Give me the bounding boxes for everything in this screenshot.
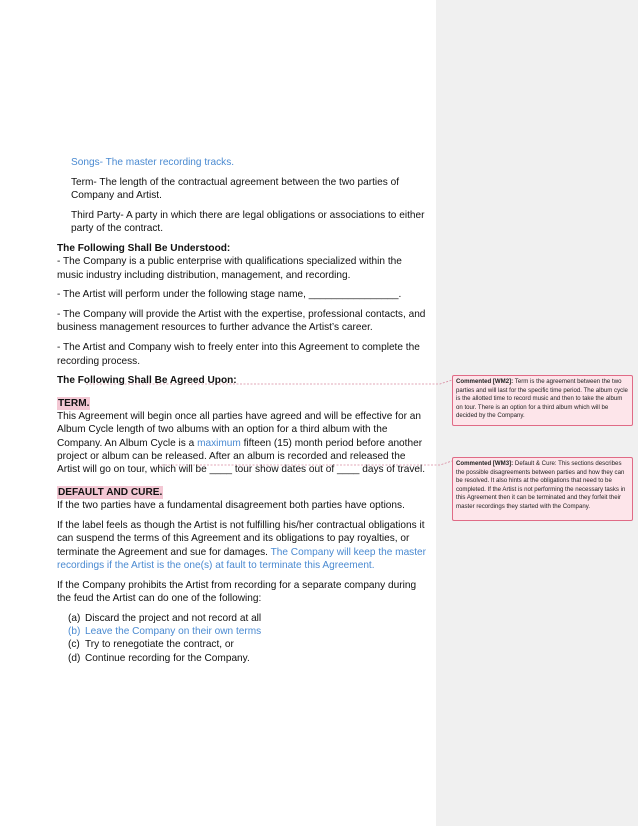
list-item-text: Leave the Company on their own terms [85,626,262,638]
default-text-a: If the label feels as though the Artist is not fulfilling his/her contractual obligations it can suspend the terms of this Agreement and its obligations to pay royalties, or terminate the Agreement and sue for damages. [57,520,425,558]
default-cure-heading: DEFAULT AND CURE. [58,486,163,498]
list-item-text: Try to renegotiate the contract, or [85,639,234,651]
options-list [57,612,429,665]
term-heading: TERM. [58,397,90,409]
agreed-heading: The Following Shall Be Agreed Upon: [57,375,237,387]
definition-term: Term- The length of the contractual agreement between the two parties of Company and Artist. [71,176,400,202]
comment-text: Term is the agreement between the two parties and will last for the specific time period. The album cycle is the allotted time to record music and then to take the album on tour. There is an option for a third album which will be decided by the Company. [456,378,628,420]
term-text-highlight: maximum [197,437,241,449]
comment-text: Default & Cure: This sections describes the possible disagreements between parties and how they can be resolved. It also hints at the obligations that need to be completed. If the Artist is not performing the necessary tasks in this Agreement then it can be terminated and they forfeit their master recordings they started with the Company. [456,460,626,510]
document-body[interactable] [57,156,429,665]
understood-paragraph-3: - The Company will provide the Artist with the expertise, professional contacts, and business management resources to further advance the Artist’s career. [57,309,426,334]
list-item [57,638,429,651]
term-paragraph [57,410,429,476]
understood-paragraph-1: - The Company is a public enterprise with qualifications specialized within the music industry including distribution, management, and recording. [57,256,402,281]
default-paragraph-3: If the Company prohibits the Artist from recording for a separate company during the feud the Artist can do one of the following: [57,579,417,605]
list-marker: (c) [68,639,80,651]
term-text-a: This Agreement will begin once all parties have agreed and will be effective for an Album Cycle length of two albums with an option for a third album with the Company. An Album Cycle is a [57,410,421,449]
default-paragraph-1: If the two parties have a fundamental disagreement both parties have options. [57,500,405,512]
comment-default-cure[interactable] [452,457,633,521]
understood-heading: The Following Shall Be Understood: [57,242,231,254]
list-item-text: Continue recording for the Company. [85,652,250,664]
list-marker: (b) [68,626,81,638]
comment-label: Commented [WM2]: [456,378,514,385]
comment-term[interactable] [452,375,633,426]
comment-label: Commented [WM3]: [456,460,514,467]
list-marker: (d) [68,652,81,664]
understood-paragraph-4: - The Artist and Company wish to freely enter into this Agreement to complete the recording process. [57,342,420,367]
default-paragraph-2 [57,519,429,572]
definition-third-party: Third Party- A party in which there are legal obligations or associations to either party of the contract. [71,209,425,235]
list-marker: (a) [68,612,81,624]
term-text-b: fifteen (15) month period before another project or album can be released. After an album is recorded and released the Artist will go on tour, which will be ____ tour show dates out of ____ days of travel. [57,437,426,476]
default-text-b: The Company will keep the master recordings if the Artist is the one(s) at fault to terminate this Agreement. [57,546,427,571]
list-item [57,612,429,625]
definition-songs: Songs- The master recording tracks. [71,157,235,168]
list-item [57,625,429,638]
list-item [57,652,429,665]
understood-paragraph-2: - The Artist will perform under the following stage name, ________________. [57,289,402,301]
list-item-text: Discard the project and not record at all [85,612,262,624]
